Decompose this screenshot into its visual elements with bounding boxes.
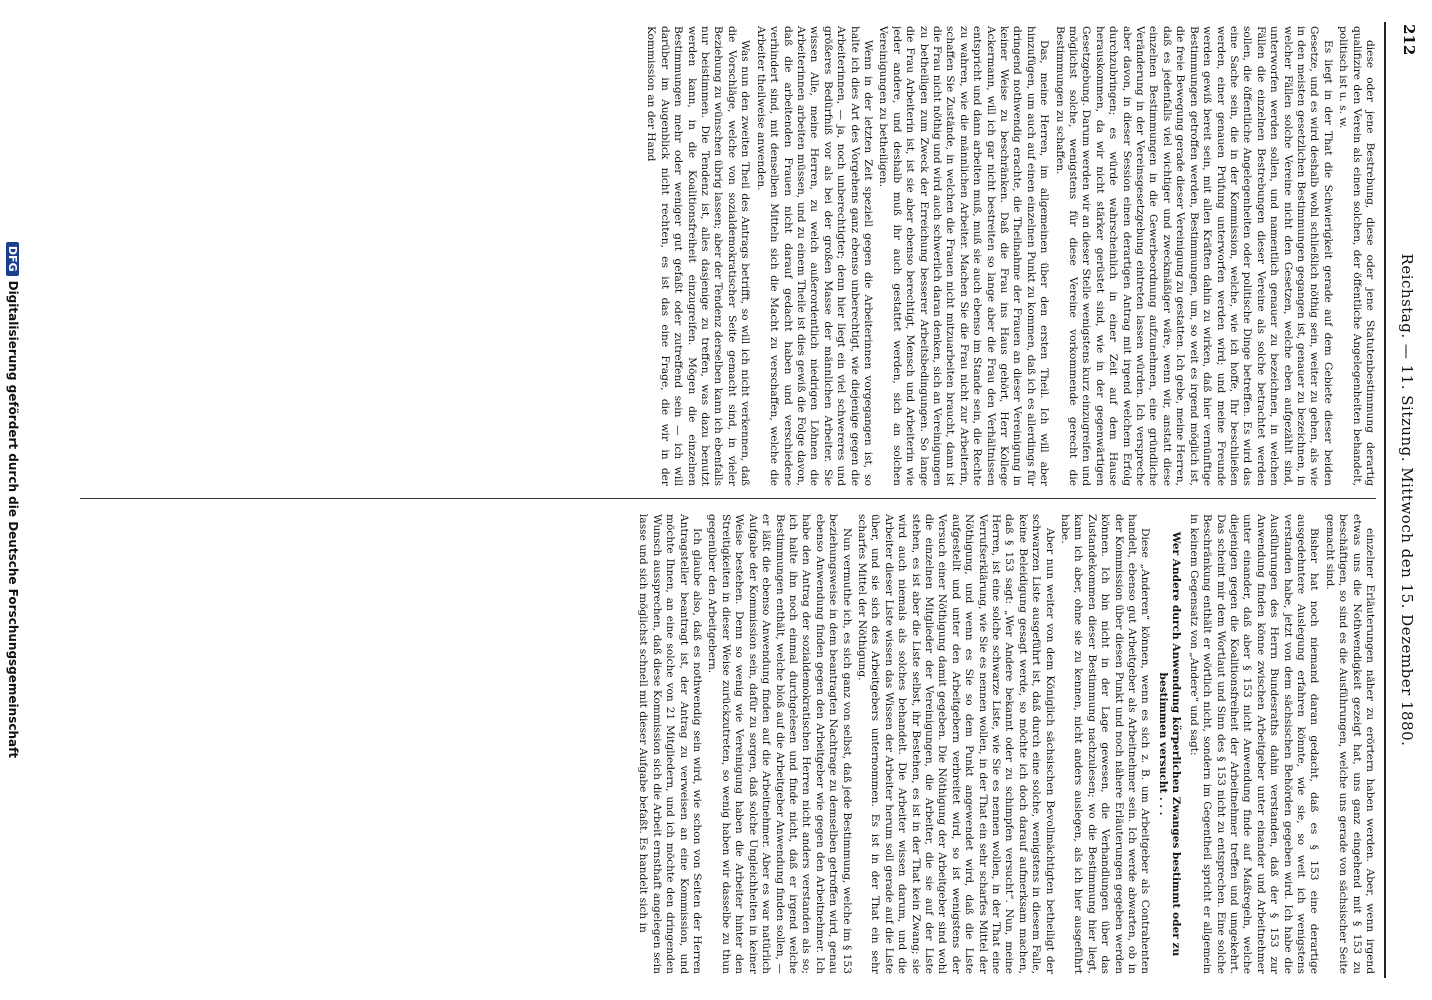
paragraph: einzelner Erläuterungen näher zu erörtern haben werden. Aber, wenn irgend etwas uns die Nothwendigkeit gezeigt hat, uns ganz eingehend mit § 153 zu beschäftigen, so sind es die Ausführungen, welche uns gerade von sächsischer Seite gemacht sind. xyxy=(1323,514,1376,974)
paragraph: Was nun den zweiten Theil des Antrags betrifft, so will ich nicht verkennen, daß die Vorschläge, welche von sozialdemokratischer Seite gemacht sind, in vieler Beziehung zu wünschen übrig lassen; aber der Tendenz derselben kann ich ebenfalls nur beistimmen. Die Tendenz ist, alles dasjenige zu treffen, was dazu benutzt werden kann, in die Koalitionsfreiheit einzugreifen. Mögen die einzelnen Bestimmungen mehr oder weniger gut gefaßt oder zutreffend sein — ich will darüber im Augenblick nicht rechten, es ist das eine Frage, die wir in der Kommission an der Hand xyxy=(645,26,752,486)
header-rule xyxy=(1384,22,1386,978)
paragraph: Wenn in der letzten Zeit speziell gegen die Arbeiterinnen vorgegangen ist, so halte ich dies Art des Vorgehens ganz ebenso unberechtigt, wie diejenige gegen die Arbeiterinnen, — ja, noch unberechtigter; denn hier liegt ein viel schwereres und größeres Bedürfniß vor als bei der großen Masse der männlichen Arbeiter. Sie wissen Alle, meine Herren, zu welch außerordentlich niedrigen Löhnen die Arbeiterinnen arbeiten müssen, und zu einem Theile ist dies gewiß die Folge davon, daß die arbeitenden Frauen nicht darauf gedacht haben und verschiedene verhindert sind, mit denselben Mitteln sich die Macht zu verschaffen, welche die Arbeiter theilweise anwenden. xyxy=(754,26,874,486)
paragraph: Diese „Anderen“ können, wenn es sich z. B. um Arbeitgeber als Contrahenten handelt, ebenso gut Arbeitgeber als Arbeitnehmer sein. Ich werde abwarten, ob in der Kommission über diesen Punkt und noch nähere Erläuterungen gegeben werden können. Ich bin nicht in der Lage gewesen, die Verhandlungen über das Zustandekommen dieser Bestimmung nachzulesen; wo die Bestimmung hier liegt, kann ich aber, ohne sie zu kennen, nicht anders auslegen, als ich hier ausgeführt habe. xyxy=(1059,514,1152,974)
quoted-statute: Wer Andere durch Anwendung körperlichen Zwanges bestimmt oder zu bestimmen versucht . . . xyxy=(1156,531,1183,957)
paragraph: Ich glaube also, daß es nothwendig sein wird, wie schon von Seiten der Herren Antragsteller beantragt ist, der Antrag zu verweisen an eine Kommission, und möchte Ihnen, an eine solche von 21 Mitgliedern, und ich möchte den dringenden Wunsch aussprechen, daß diese Kommission sich die Arbeit ernsthaft angelegen sein lasse und sich möglichst schnell mit dieser Aufgabe befaßt. Es handelt sich in xyxy=(637,514,704,974)
column-divider xyxy=(80,498,1376,499)
running-title: Reichstag. — 11. Sitzung. Mittwoch den 15. Dezember 1880. xyxy=(1398,253,1416,747)
dfg-logo-badge: DFG xyxy=(6,242,19,276)
paragraph: Es liegt in der That die Schwierigkeit gerade auf dem Gebiete dieser beiden Gesetze, und es wird deshalb wohl schließlich nöthig sein, weiter zu gehen, als wie in den meisten gesetzlichen Bestimmungen gegangen ist, genauer zu bezeichnen, in welcher Fällen solche Vereine nicht den Gesetzen, welche eben aufgezählt sind, unterworfen werden sollen, und namentlich genauer zu bezeichnen, in welchen Fällen die einzelnen Bestrebungen dieser Vereine als solche betrachtet werden sollen, die öffentliche Angelegenheiten oder politische Dinge betreffen. Es wird das eine Sache sein, die in der Kommission, welche, wie ich hoffe, Ihr beschließen werden, einer genauen Prüfung unterworfen werden wird; und meine Freunde werden gewiß bereit sein, mit allen Kräften dahin zu wirken, daß hier vernünftige Bestimmungen getroffen werden, Bestimmungen, um, so weit es irgend möglich ist, die freie Bewegung gerade dieser Vereinigung zu gestatten. Ich gebe, meine Herren, daß es jedenfalls viel wichtiger und zweckmäßiger wäre, wenn wir, anstatt diese einzelnen Bestimmungen in die Gewerbeordnung aufzunehmen, eine gründliche Veränderung in der Vereinsgesetzgebung eintreten lassen würden. Ich verspreche aber davon, in dieser Session einen derartigen Antrag mit irgend welchem Erfolg durchzubringen; es würde wahrscheinlich in einer Zeit auf dem Hause herauskommen, da wir nicht stärker gerüstet sind, wie in der gegenwärtigen Gesetzgebung. Darum werden wir an dieser Stelle wenigstens kurz einzugreifen und möglichst solche, wenigstens für diese Vereine vorkommende gerecht die Bestimmungen zu schaffen. xyxy=(1053,26,1334,486)
paragraph: diese oder jene Bestrebung, diese oder jene Statutenbestimmung derartig qualifizire den Verein als einen solchen, der öffentliche Angelegenheiten behandelt, politisch ist u. s. w. xyxy=(1337,26,1376,486)
column-left xyxy=(76,26,1376,486)
paragraph: Nun vermuthe ich, es sich ganz von selbst, daß jede Bestimmung, welche im § 153 beziehungsweise in dem beantragten Nachtrage zu demselben getroffen wird, genau ebenso Anwendung finden gegen den Arbeitgeber wie gegen den Arbeitnehmer. Ich habe den Antrag der sozialdemokratischen Herren nicht anders verstanden als so; ich halte ihn noch einmal durchgelesen und finde nicht, daß er irgend welche Bestimmungen enthält, welche bloß auf die Arbeitgeber Anwendung finden sollen, — er läßt die ebenso Anwendung finden auf die Arbeitnehmer. Aber es war natürlich Aufgabe der Kommission sein, dafür zu sorgen, daß solche Ungleichheiten in keiner Weise bestehen. Denn so wenig wie Vereinigung haben die Arbeiter hinter den Streitigkeiten in dieser Weise zurückzutreten, so wenig haben wir dasselbe zu thun gegenüber den Arbeitgebern. xyxy=(706,514,853,974)
paragraph: Aber nun weiter von dem Königlich sächsischen Bevollmächtigten betheiligt der schwarzen Liste ausgeführt ist, daß durch eine solche, wenigstens in diesem Falle, keine Beleidigung gesagt werde, so möchte ich doch darauf aufmerksam machen, daß § 153 sagt: „Wer Andere bekannt oder zu schimpfen versucht“. Nun, meine Herren, ist eine solche schwarze Liste, wie Sie es nennen wollen, in der That eine Verrufserklärung, wie Sie es nennen wollen, in der That ein sehr scharfes Mittel der Nöthigung, und wenn es Sie so dem Punkt angewendet wird, daß die Liste aufgestellt und unter den Arbeitgebern verbreitet wird, so ist wenigstens der Versuch einer Nöthigung damit gegeben. Die Nöthigung der Arbeitgeber sind wohl die einzelnen Mitglieder der Vereinigungen, die Arbeiter, die sie auf der Liste stehen, es ist aber die Liste selbst, ihr Bestehen, es ist in der That kein Zwang; sie wird auch niemals als solches behandelt. Die Arbeiter wissen darum, und die Arbeiter dieser Liste wissen das Wissen der Arbeiter herum soll gerade auf die Liste über, und sie sich des Arbeitgebers unternommen. Es ist in der That ein sehr scharfes Mittel der Nöthigung. xyxy=(855,514,1056,974)
column-right xyxy=(76,514,1376,974)
paragraph: Bisher hat noch niemand daran gedacht, daß es § 153 eine derartige ausgedehntere Auslegung erfahren könnte, wie sie, so weit ich wenigstens verstanden habe, jetzt von dem sächsischen Behörden gegeben wird. Ich habe die Ausführungen des Herrn Bundesraths dahin verstanden, daß der § 153 zur Anwendung finden könne zwischen Arbeitgeber unter einander und Arbeitnehmer unter einander, daß aber § 153 nicht Anwendung finde auf Maßregeln, welche diejenigen gegen die Koalitionsfreiheit der Arbeitnehmer treffen und umgekehrt. Das scheint mir dem Wortlaut und Sinn des § 153 nicht zu entsprechen. Eine solche Beschränkung enthält er wörtlich nicht, sondern im Gegentheil spricht er allgemein in keinem Gegensatz von „Andere“ und sagt: xyxy=(1187,514,1321,974)
credit-text: Digitalisierung gefördert durch die Deutsche Forschungsgemeinschaft xyxy=(6,280,20,759)
page-number: 212 xyxy=(1400,24,1418,56)
digitization-credit xyxy=(6,0,20,1000)
paragraph: Das, meine Herren, im allgemeinen über den ersten Theil. Ich will aber hinzufügen, um auch auf einen einzelnen Punkt zu kommen, daß ich es allerdings für dringend nothwendig erachte, die Theilnahme der Frauen an dieser Vereinigung in keiner Weise zu beschränken. Daß die Frau ins Haus gehört, Herr Kollege Ackermann, will ich gar nicht bestreiten so lange aber die Frau den Verhältnissen entspricht und dann arbeiten muß, muß sie auch ebenso im Stande sein, die Rechte zu wahren, wie die männlichen Arbeiter. Machen Sie die Frau nicht zur Arbeiterin, schaffen Sie Zustände, in welchen die Frauen nicht mitzuarbeiten braucht, dann ist die Frau nicht nöthig und wird auch schwerlich daran denken, sich an Vereinigungen zu betheiligen zum Zweck der Erreichung besserer Arbeitsbedingungen. So lange die Frau Arbeiterin ist, ist sie aber ebenso berechtigt, Mensch und Arbeiterin wie jeder andere, und deshalb muß ihr auch gestattet werden, sich an solchen Vereinigungen zu betheiligen. xyxy=(877,26,1051,486)
